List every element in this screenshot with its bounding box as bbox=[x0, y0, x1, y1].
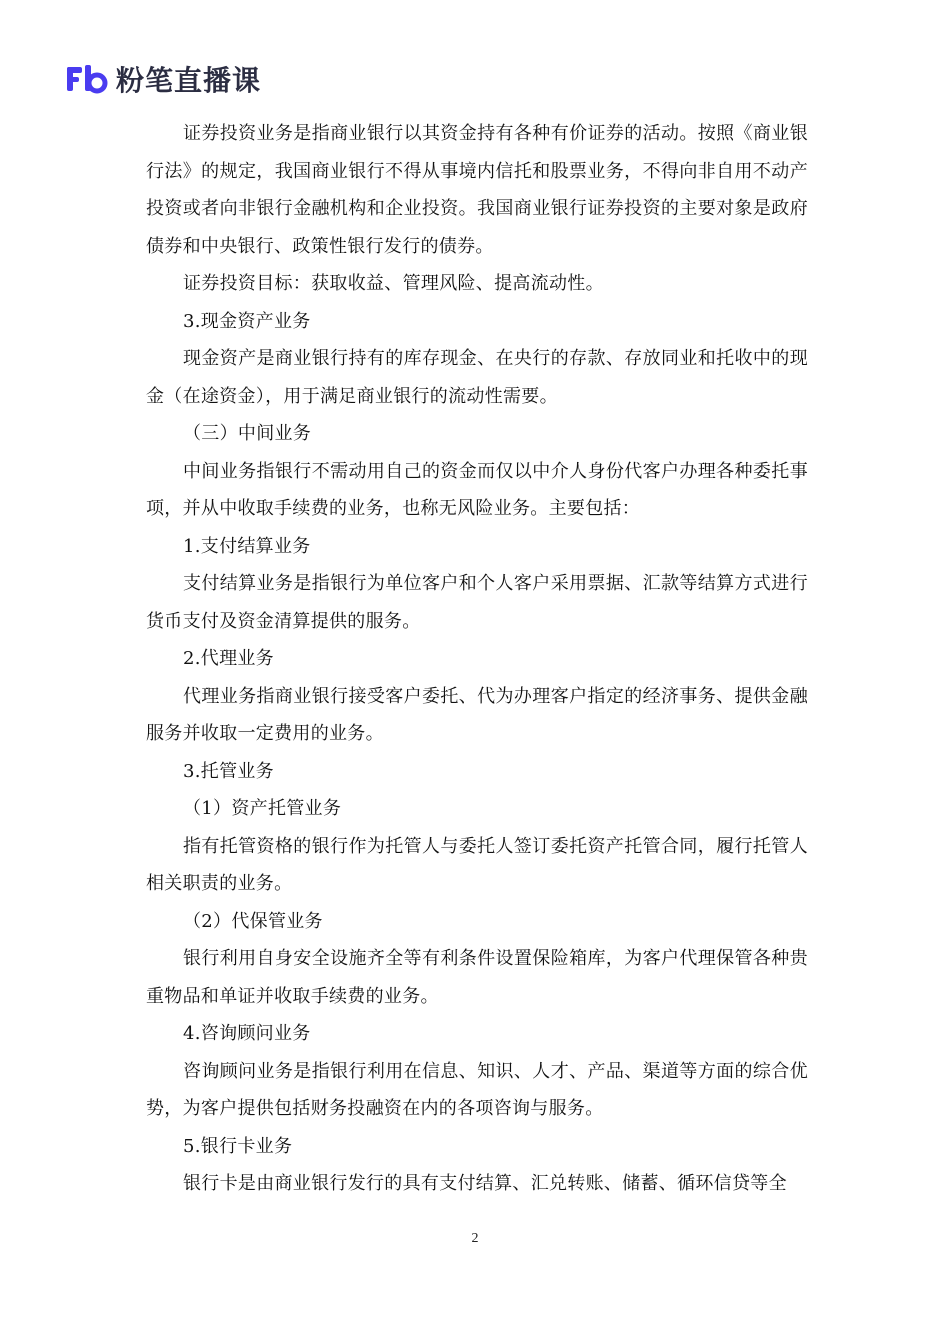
paragraph: 咨询顾问业务是指银行利用在信息、知识、人才、产品、渠道等方面的综合优势，为客户提供包括财务投融资在内的各项咨询与服务。 bbox=[146, 1060, 808, 1119]
paragraph: 现金资产是商业银行持有的库存现金、在央行的存款、存放同业和托收中的现金（在途资金），用于满足商业银行的流动性需要。 bbox=[146, 348, 808, 407]
paragraph: 证券投资业务是指商业银行以其资金持有各种有价证券的活动。按照《商业银行法》的规定，我国商业银行不得从事境内信托和股票业务，不得向非自用不动产投资或者向非银行金融机构和企业投资。我国商业银行证券投资的主要对象是政府债券和中央银行、政策性银行发行的债券。 bbox=[146, 123, 808, 257]
section-heading: 3.托管业务 bbox=[183, 760, 274, 782]
paragraph: 指有托管资格的银行作为托管人与委托人签订委托资产托管合同，履行托管人相关职责的业务。 bbox=[146, 835, 808, 894]
paragraph: 中间业务指银行不需动用自己的资金而仅以中介人身份代客户办理各种委托事项，并从中收取手续费的业务，也称无风险业务。主要包括： bbox=[146, 460, 808, 519]
paragraph: 银行卡是由商业银行发行的具有支付结算、汇兑转账、储蓄、循环信贷等全 bbox=[183, 1173, 787, 1194]
page-number: 2 bbox=[471, 1231, 479, 1246]
section-heading: 4.咨询顾问业务 bbox=[183, 1023, 311, 1044]
logo-text: 粉笔直播课 bbox=[116, 64, 262, 97]
subsection-heading: （1）资产托管业务 bbox=[183, 798, 342, 819]
section-heading: 5.银行卡业务 bbox=[183, 1135, 293, 1157]
paragraph: 银行利用自身安全设施齐全等有利条件设置保险箱库，为客户代理保管各种贵重物品和单证并收取手续费的业务。 bbox=[146, 948, 808, 1007]
paragraph: 支付结算业务是指银行为单位客户和个人客户采用票据、汇款等结算方式进行货币支付及资金清算提供的服务。 bbox=[146, 573, 808, 632]
paragraph: 证券投资目标：获取收益、管理风险、提高流动性。 bbox=[183, 273, 604, 294]
fb-logo-icon bbox=[66, 64, 108, 94]
paragraph: 代理业务指商业银行接受客户委托、代为办理客户指定的经济事务、提供金融服务并收取一定费用的业务。 bbox=[146, 685, 808, 744]
section-heading: 2.代理业务 bbox=[183, 648, 274, 669]
section-heading: 1.支付结算业务 bbox=[183, 535, 311, 557]
section-heading: （三）中间业务 bbox=[183, 423, 312, 444]
subsection-heading: （2）代保管业务 bbox=[183, 910, 323, 932]
header-logo bbox=[66, 60, 261, 98]
section-heading: 3.现金资产业务 bbox=[183, 310, 311, 332]
document-body bbox=[146, 115, 808, 1203]
